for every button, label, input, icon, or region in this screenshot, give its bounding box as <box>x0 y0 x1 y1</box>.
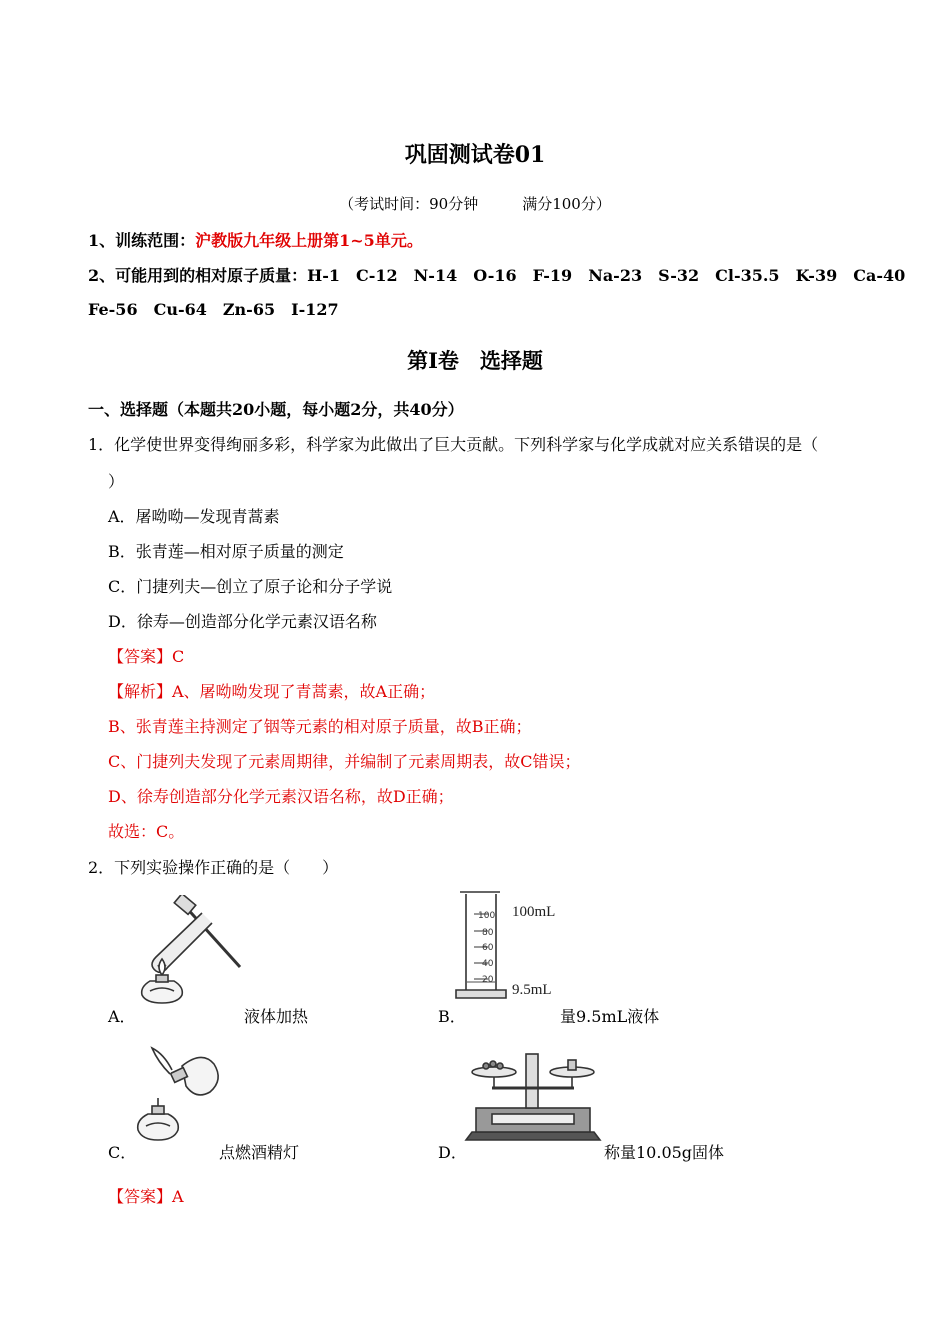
q1-analysis-1: 【解析】A、屠呦呦发现了青蒿素，故A正确； <box>108 682 436 701</box>
line1-element-0: H-1 <box>307 266 341 285</box>
q1-option-a: A．屠呦呦—发现青蒿素 <box>108 507 280 526</box>
q1-option-d: D．徐寿—创造部分化学元素汉语名称 <box>108 612 377 631</box>
balance-image <box>462 1048 604 1144</box>
exam-time: （考试时间：90分钟 <box>339 195 479 213</box>
line1-element-9: Ca-40 <box>853 266 906 285</box>
exam-meta <box>0 193 950 214</box>
line1-element-5: Na-23 <box>588 266 643 285</box>
graduated-cylinder-image <box>436 886 566 1004</box>
q2-stem: 2．下列实验操作正确的是（ ） <box>88 858 339 877</box>
q1-option-c: C．门捷列夫—创立了原子论和分子学说 <box>108 577 393 596</box>
full-score: 满分100分） <box>522 195 611 213</box>
cylinder-tick-40: 40 <box>482 959 494 969</box>
q2-option-d-letter: D． <box>438 1143 467 1162</box>
q1-analysis-5: 故选：C。 <box>108 822 185 841</box>
line1-element-7: Cl-35.5 <box>715 266 780 285</box>
line2-element-2: Zn-65 <box>222 300 276 319</box>
scope-line <box>88 228 423 251</box>
cylinder-bottom-label: 9.5mL <box>512 982 552 998</box>
cylinder-tick-100: 100 <box>478 911 496 921</box>
line1-element-6: S-32 <box>658 266 700 285</box>
heating-liquid-image <box>132 895 250 1007</box>
cylinder-tick-60: 60 <box>482 943 494 953</box>
atomic-mass-line-2 <box>88 300 355 319</box>
q2-option-c-letter: C． <box>108 1143 137 1162</box>
q1-stem: 1．化学使世界变得绚丽多彩，科学家为此做出了巨大贡献。下列科学家与化学成就对应关系错误的是（ <box>88 435 819 454</box>
q2-option-a-letter: A． <box>108 1007 136 1026</box>
mass-label: 2、可能用到的相对原子质量： <box>88 266 308 285</box>
q2-option-b-letter: B． <box>438 1007 466 1026</box>
page-title: 巩固测试卷01 <box>404 142 546 168</box>
q1-analysis-4: D、徐寿创造部分化学元素汉语名称，故D正确； <box>108 787 454 806</box>
q1-analysis-3: C、门捷列夫发现了元素周期律，并编制了元素周期表，故C错误； <box>108 752 581 771</box>
q1-option-b: B．张青莲—相对原子质量的测定 <box>108 542 344 561</box>
line1-element-3: O-16 <box>473 266 517 285</box>
q2-option-a-caption: 液体加热 <box>244 1007 309 1026</box>
cylinder-tick-80: 80 <box>482 928 494 938</box>
part1-heading: 一、选择题（本题共20小题，每小题2分，共40分） <box>88 400 464 419</box>
line1-element-2: N-14 <box>413 266 458 285</box>
q1-analysis-2: B、张青莲主持测定了铟等元素的相对原子质量，故B正确； <box>108 717 532 736</box>
line1-element-8: K-39 <box>795 266 838 285</box>
q2-option-c-caption: 点燃酒精灯 <box>219 1143 300 1162</box>
cylinder-top-label: 100mL <box>512 904 556 920</box>
q2-option-d-caption: 称量10.05g固体 <box>604 1143 725 1162</box>
q1-stem-cont: ） <box>108 472 125 491</box>
line1-element-4: F-19 <box>532 266 573 285</box>
scope-value: 沪教版九年级上册第1~5单元。 <box>195 231 423 250</box>
scope-label: 1、训练范围： <box>88 231 196 250</box>
line2-element-0: Fe-56 <box>88 300 138 319</box>
q2-option-b-caption: 量9.5mL液体 <box>560 1007 660 1026</box>
line2-element-3: I-127 <box>291 300 339 319</box>
line2-element-1: Cu-64 <box>153 300 207 319</box>
q1-answer: 【答案】C <box>108 647 185 666</box>
section-title: 第Ⅰ卷 选择题 <box>407 348 543 373</box>
cylinder-tick-20: 20 <box>482 975 494 985</box>
lighting-lamp-image <box>130 1044 226 1144</box>
q2-answer: 【答案】A <box>108 1187 184 1206</box>
line1-element-1: C-12 <box>356 266 398 285</box>
atomic-mass-line-1 <box>88 263 921 286</box>
